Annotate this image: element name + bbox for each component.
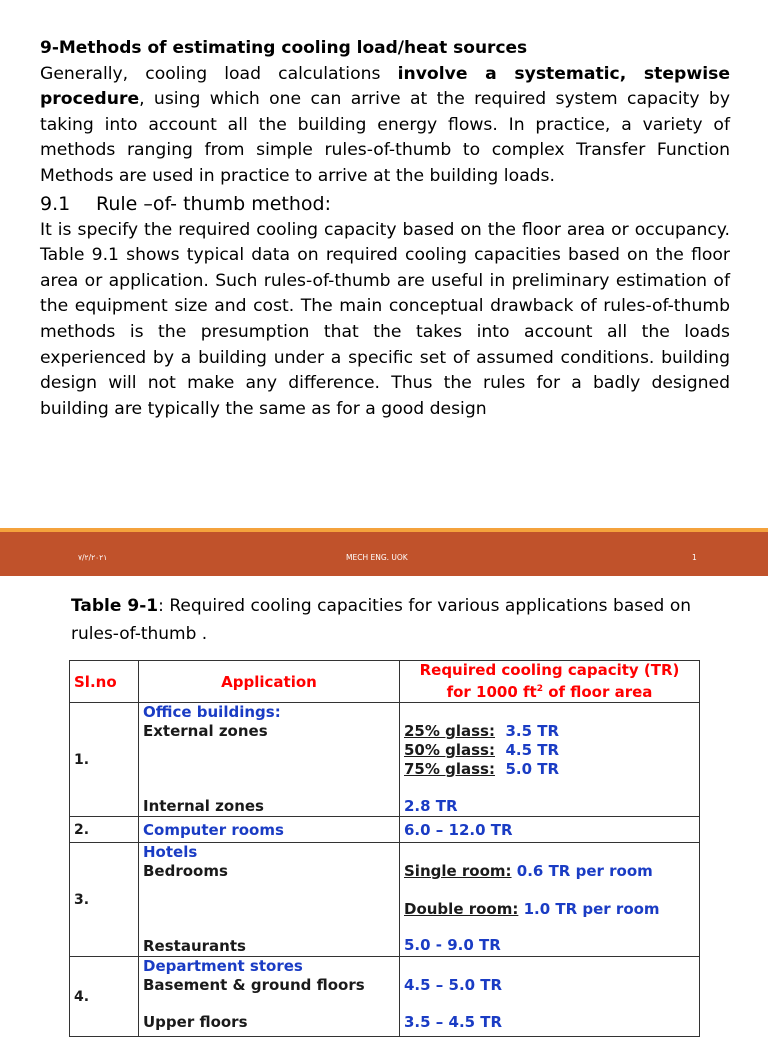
- spacer: [404, 957, 695, 976]
- slide-footer: [0, 532, 768, 576]
- category-label: Hotels: [143, 843, 198, 861]
- table-row: [70, 957, 700, 1037]
- sub-application: Basement & ground floors: [143, 976, 365, 994]
- header-capacity-line1: Required cooling capacity (TR): [419, 661, 680, 679]
- sub-application: Restaurants: [143, 937, 246, 955]
- spacer: [404, 843, 695, 862]
- row-application: [139, 703, 400, 817]
- header-capacity-line2: [404, 680, 695, 702]
- capacity-value: 4.5 TR: [505, 741, 560, 759]
- row-number: 4.: [70, 957, 139, 1037]
- row-number: 2.: [70, 817, 139, 843]
- room-label: Single room:: [404, 862, 512, 880]
- capacity-value: 5.0 TR: [505, 760, 560, 778]
- header-application: Application: [139, 661, 400, 703]
- capacity-value: 3.5 – 4.5 TR: [404, 1013, 503, 1031]
- row-application: [139, 957, 400, 1037]
- sub-application: Bedrooms: [143, 862, 228, 880]
- row-number: 3.: [70, 843, 139, 957]
- spacer: [143, 881, 395, 937]
- spacer: [404, 919, 695, 936]
- glass-label: 75% glass:: [404, 760, 495, 778]
- header-capacity-pre: for 1000 ft: [446, 683, 537, 701]
- rule-of-thumb-paragraph: It is specify the required cooling capacity based on the floor area or occupancy. Table 9.1 shows typical data on required cooling capacities based on the floor area or application. Such rules-of-thumb are useful in preliminary estimation of the equipment size and cost. The main conceptual drawback of rules-of-thumb methods is the presumption that the takes into account all the loads experienced by a building under a specific set of assumed conditions. building design will not make any difference. Thus the rules for a badly designed building are typically the same as for a good design: [40, 219, 730, 419]
- row-capacity: [400, 957, 700, 1037]
- header-capacity: [400, 661, 700, 703]
- table-row: [70, 703, 700, 817]
- capacity-value: 0.6 TR per room: [516, 862, 653, 880]
- sub-application: Upper floors: [143, 1013, 248, 1031]
- footer-center-text: MECH ENG. UOK: [346, 553, 408, 562]
- intro-paragraph: [40, 62, 730, 190]
- row-application: Computer rooms: [139, 817, 400, 843]
- capacity-value: 1.0 TR per room: [523, 900, 660, 918]
- capacity-value: 2.8 TR: [404, 797, 458, 815]
- glass-label: 50% glass:: [404, 741, 495, 759]
- sub-application: Internal zones: [143, 797, 264, 815]
- spacer: [143, 741, 395, 797]
- subsection-title: Rule –of- thumb method:: [96, 192, 331, 215]
- table-caption-label: Table 9-1: [71, 596, 159, 616]
- section-heading: 9-Methods of estimating cooling load/heat sources: [40, 38, 528, 58]
- intro-text-pre: Generally, cooling load calculations: [40, 63, 398, 84]
- table-caption-text: : Required cooling capacities for various applications based on rules-of-thumb .: [71, 596, 691, 644]
- spacer: [143, 995, 395, 1013]
- capacity-value: 6.0 – 12.0 TR: [400, 817, 700, 843]
- spacer: [404, 881, 695, 900]
- row-number: 1.: [70, 703, 139, 817]
- category-label: Office buildings:: [143, 703, 281, 721]
- capacity-value: 4.5 – 5.0 TR: [404, 976, 503, 994]
- header-capacity-post: of floor area: [542, 683, 653, 701]
- table-caption: [71, 592, 691, 648]
- capacity-value: 3.5 TR: [505, 722, 560, 740]
- table-row: [70, 817, 700, 843]
- sub-application: External zones: [143, 722, 268, 740]
- row-application: [139, 843, 400, 957]
- footer-page-number: 1: [692, 553, 697, 562]
- subsection-heading: [40, 191, 730, 218]
- text-block: [40, 36, 730, 422]
- glass-label: 25% glass:: [404, 722, 495, 740]
- capacity-value: 5.0 - 9.0 TR: [404, 936, 501, 954]
- header-capacity-sup: 2: [536, 684, 543, 694]
- spacer: [404, 995, 695, 1013]
- room-label: Double room:: [404, 900, 519, 918]
- table-row: [70, 843, 700, 957]
- intro-text-bold: involve a systematic, stepwise procedure: [40, 63, 730, 110]
- table-header-row: [70, 661, 700, 703]
- row-capacity: [400, 843, 700, 957]
- cooling-capacity-table: [69, 660, 700, 1037]
- category-label: Department stores: [143, 957, 303, 975]
- header-slno: Sl.no: [70, 661, 139, 703]
- row-capacity: [400, 703, 700, 817]
- spacer: [404, 703, 695, 722]
- footer-date: ٧/٢/٢٠٢١: [78, 553, 108, 562]
- intro-text-post: , using which one can arrive at the required system capacity by taking into account all the building energy flows. In practice, a variety of methods ranging from simple rules-of-thumb to complex Transfer Function Methods are used in practice to arrive at the building loads.: [40, 89, 730, 186]
- spacer: [404, 779, 695, 797]
- subsection-number: 9.1: [40, 192, 71, 215]
